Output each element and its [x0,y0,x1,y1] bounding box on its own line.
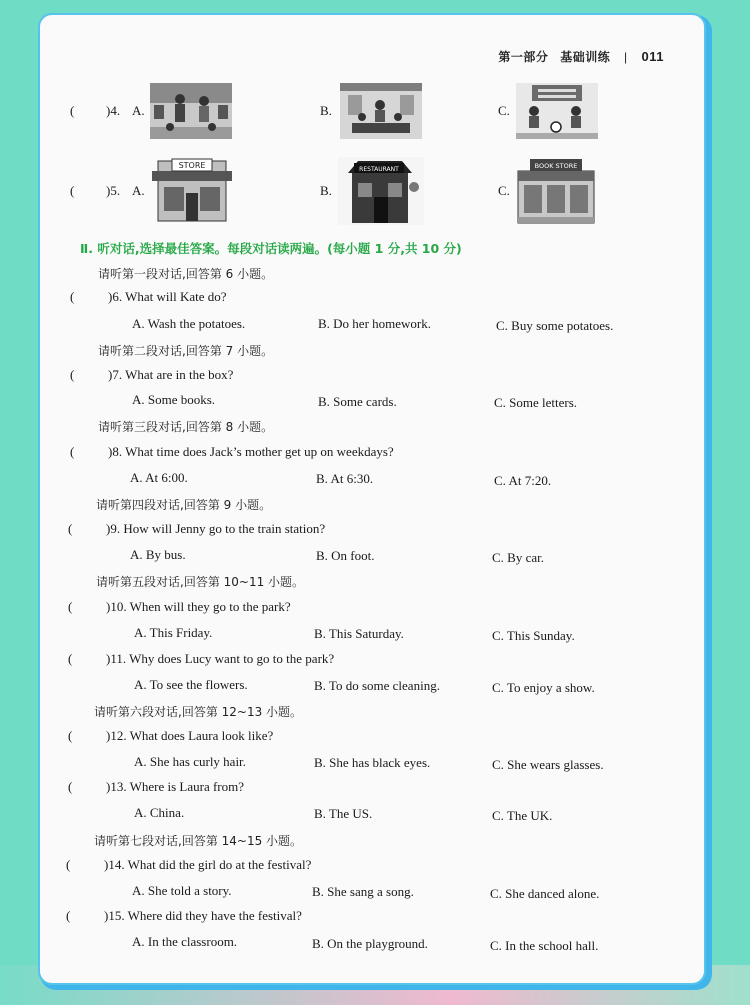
answer-paren: ( [70,289,75,304]
q13-option-c[interactable]: C. The UK. [492,808,553,823]
option-c-label: C. [498,183,510,198]
street-people-picture[interactable] [150,83,232,139]
section-2-title: Ⅱ. 听对话,选择最佳答案。每段对话读两遍。(每小题 1 分,共 10 分) [80,241,462,256]
q8-option-a[interactable]: A. At 6:00. [130,470,188,485]
question-text: )6. What will Kate do? [108,289,227,304]
answer-paren: ( [70,183,75,198]
question-text: )9. How will Jenny go to the train station? [106,521,326,536]
q9-option-b[interactable]: B. On foot. [316,548,375,563]
q6-option-b[interactable]: B. Do her homework. [318,316,432,331]
q10-option-c[interactable]: C. This Sunday. [492,628,575,643]
q14-option-a[interactable]: A. She told a story. [132,883,232,898]
group-3-instruction: 请听第三段对话,回答第 8 小题。 [98,420,274,434]
q15-option-c[interactable]: C. In the school hall. [490,938,599,953]
group-2-instruction: 请听第二段对话,回答第 7 小题。 [98,344,274,358]
answer-paren: ( [66,857,71,872]
bookstore-building-picture[interactable] [516,157,596,225]
question-text: )12. What does Laura look like? [106,728,274,743]
answer-paren: ( [70,444,75,459]
worksheet-page [38,13,706,985]
page-header [498,48,664,65]
restaurant-building-picture[interactable] [338,157,424,225]
group-7-instruction: 请听第七段对话,回答第 14~15 小题。 [94,834,303,848]
question-number: )4. [106,103,121,118]
question-text: )8. What time does Jack’s mother get up on weekdays? [108,444,394,459]
q11-option-a[interactable]: A. To see the flowers. [134,677,248,692]
q7-option-c[interactable]: C. Some letters. [494,395,578,410]
group-4-instruction: 请听第四段对话,回答第 9 小题。 [96,498,272,512]
option-c-label: C. [498,103,510,118]
q6-option-a[interactable]: A. Wash the potatoes. [132,316,246,331]
answer-paren: ( [66,908,71,923]
answer-paren: ( [68,728,73,743]
q14-option-b[interactable]: B. She sang a song. [312,884,414,899]
question-text: )11. Why does Lucy want to go to the park? [106,651,335,666]
question-text: )15. Where did they have the festival? [104,908,302,923]
q14-option-c[interactable]: C. She danced alone. [490,886,600,901]
group-1-instruction: 请听第一段对话,回答第 6 小题。 [98,267,274,281]
option-b-label: B. [320,103,332,118]
answer-paren: ( [68,521,73,536]
q6-option-c[interactable]: C. Buy some potatoes. [496,318,614,333]
restaurant-sign-text: RESTAURANT [359,166,399,173]
q11-option-c[interactable]: C. To enjoy a show. [492,680,595,695]
restaurant-room-picture[interactable] [340,83,422,139]
q8-option-b[interactable]: B. At 6:30. [316,471,374,486]
answer-paren: ( [68,779,73,794]
q15-option-a[interactable]: A. In the classroom. [132,934,238,949]
store-sign-text: STORE [178,161,206,170]
q10-option-b[interactable]: B. This Saturday. [314,626,404,641]
header-subsection: 基础训练 [560,50,611,64]
q13-option-b[interactable]: B. The US. [314,806,373,821]
picture-question-4 [40,83,704,153]
answer-paren: ( [68,599,73,614]
playground-football-picture[interactable] [516,83,598,139]
q12-option-b[interactable]: B. She has black eyes. [314,755,431,770]
answer-paren: ( [70,103,75,118]
picture-question-5 [40,157,704,227]
q7-option-b[interactable]: B. Some cards. [318,394,397,409]
q11-option-b[interactable]: B. To do some cleaning. [314,678,440,693]
group-5-instruction: 请听第五段对话,回答第 10~11 小题。 [96,575,305,589]
question-text: )14. What did the girl do at the festival? [104,857,312,872]
q10-option-a[interactable]: A. This Friday. [134,625,213,640]
q9-option-c[interactable]: C. By car. [492,550,544,565]
store-building-picture[interactable] [152,157,232,225]
option-b-label: B. [320,183,332,198]
q13-option-a[interactable]: A. China. [134,805,185,820]
header-section: 第一部分 [498,50,549,64]
question-text: )13. Where is Laura from? [106,779,245,794]
answer-paren: ( [70,367,75,382]
bookstore-sign-text: BOOK STORE [534,162,578,170]
option-a-label: A. [132,103,145,118]
q8-option-c[interactable]: C. At 7:20. [494,473,552,488]
q12-option-c[interactable]: C. She wears glasses. [492,757,604,772]
question-text: )7. What are in the box? [108,367,234,382]
page-number: 011 [641,49,664,64]
option-a-label: A. [132,183,145,198]
answer-paren: ( [68,651,73,666]
q12-option-a[interactable]: A. She has curly hair. [134,754,246,769]
question-number: )5. [106,183,121,198]
q9-option-a[interactable]: A. By bus. [130,547,186,562]
q7-option-a[interactable]: A. Some books. [132,392,216,407]
question-text: )10. When will they go to the park? [106,599,291,614]
group-6-instruction: 请听第六段对话,回答第 12~13 小题。 [94,705,303,719]
q15-option-b[interactable]: B. On the playground. [312,936,428,951]
header-separator: | [624,50,628,64]
